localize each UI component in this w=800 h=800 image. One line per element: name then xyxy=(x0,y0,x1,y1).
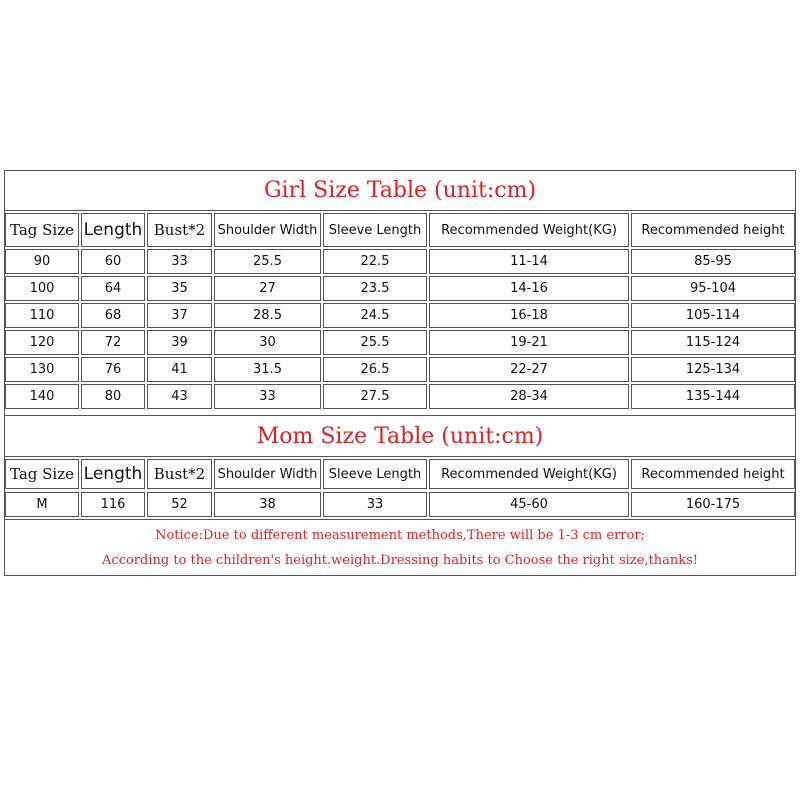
column-header: Shoulder Width xyxy=(214,459,321,489)
table-cell: 33 xyxy=(323,492,427,517)
table-cell: 45-60 xyxy=(429,492,629,517)
column-header: Shoulder Width xyxy=(214,213,321,247)
table-cell: 22-27 xyxy=(429,357,629,382)
table-cell: 35 xyxy=(147,276,212,301)
table-cell: 68 xyxy=(81,303,145,328)
table-cell: 41 xyxy=(147,357,212,382)
column-header: Recommended height xyxy=(631,459,795,489)
table-cell: 23.5 xyxy=(323,276,427,301)
table-cell: 27 xyxy=(214,276,321,301)
column-header: Sleeve Length xyxy=(323,213,427,247)
column-header: Recommended height xyxy=(631,213,795,247)
table-cell: 105-114 xyxy=(631,303,795,328)
table-cell: 26.5 xyxy=(323,357,427,382)
table-cell: 90 xyxy=(5,249,79,274)
table-cell: 140 xyxy=(5,384,79,409)
table-cell: 76 xyxy=(81,357,145,382)
table-cell: 30 xyxy=(214,330,321,355)
column-header: Sleeve Length xyxy=(323,459,427,489)
table-cell: 80 xyxy=(81,384,145,409)
table-cell: 11-14 xyxy=(429,249,629,274)
table-cell: 116 xyxy=(81,492,145,517)
table-cell: 33 xyxy=(147,249,212,274)
table-cell: M xyxy=(5,492,79,517)
column-header: Length xyxy=(81,459,145,489)
table-cell: 160-175 xyxy=(631,492,795,517)
table-cell: 100 xyxy=(5,276,79,301)
table-cell: 72 xyxy=(81,330,145,355)
table-cell: 25.5 xyxy=(214,249,321,274)
table-cell: 130 xyxy=(5,357,79,382)
table-cell: 115-124 xyxy=(631,330,795,355)
notice-line-1: Notice:Due to different measurement methods,There will be 1-3 cm error; xyxy=(155,528,645,543)
table-cell: 120 xyxy=(5,330,79,355)
column-header: Tag Size xyxy=(5,459,79,489)
column-header: Bust*2 xyxy=(147,213,212,247)
table-cell: 28-34 xyxy=(429,384,629,409)
table-cell: 19-21 xyxy=(429,330,629,355)
table-cell: 33 xyxy=(214,384,321,409)
table-cell: 52 xyxy=(147,492,212,517)
table-cell: 39 xyxy=(147,330,212,355)
notice-box xyxy=(4,519,796,576)
table-cell: 95-104 xyxy=(631,276,795,301)
table-cell: 31.5 xyxy=(214,357,321,382)
table-cell: 28.5 xyxy=(214,303,321,328)
column-header: Tag Size xyxy=(5,213,79,247)
table-cell: 110 xyxy=(5,303,79,328)
table-cell: 14-16 xyxy=(429,276,629,301)
table-cell: 24.5 xyxy=(323,303,427,328)
notice-line-2: According to the children's height.weight.Dressing habits to Choose the right size,thanks! xyxy=(102,553,698,568)
table-cell: 60 xyxy=(81,249,145,274)
table-cell: 27.5 xyxy=(323,384,427,409)
mom-table-title: Mom Size Table (unit:cm) xyxy=(4,415,796,457)
table-cell: 135-144 xyxy=(631,384,795,409)
column-header: Recommended Weight(KG) xyxy=(429,213,629,247)
table-cell: 85-95 xyxy=(631,249,795,274)
table-cell: 16-18 xyxy=(429,303,629,328)
column-header: Length xyxy=(81,213,145,247)
table-cell: 22.5 xyxy=(323,249,427,274)
table-cell: 43 xyxy=(147,384,212,409)
table-cell: 37 xyxy=(147,303,212,328)
table-cell: 25.5 xyxy=(323,330,427,355)
table-cell: 38 xyxy=(214,492,321,517)
table-cell: 64 xyxy=(81,276,145,301)
table-cell: 125-134 xyxy=(631,357,795,382)
girl-table-title: Girl Size Table (unit:cm) xyxy=(4,170,796,211)
column-header: Recommended Weight(KG) xyxy=(429,459,629,489)
column-header: Bust*2 xyxy=(147,459,212,489)
